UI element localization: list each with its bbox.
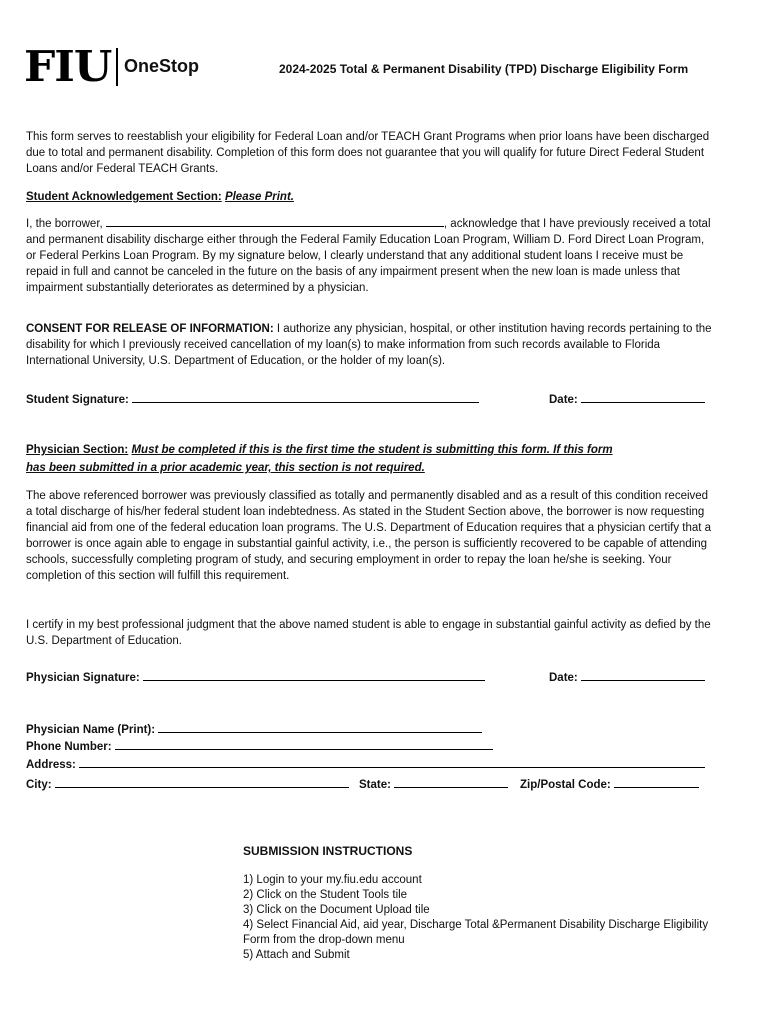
student-section-heading xyxy=(26,189,716,205)
physician-date-row xyxy=(549,669,705,684)
physician-heading-emphasis-1: Must be completed if this is the first time the student is submitting this form. If this form xyxy=(131,444,613,456)
address-row xyxy=(26,756,705,771)
submission-step: 1) Login to your my.fiu.edu account xyxy=(243,874,422,886)
physician-name-row xyxy=(26,721,482,736)
physician-signature-label: Physician Signature: xyxy=(26,672,140,684)
consent-text: I authorize any physician, hospital, or other institution having records pertaining to the disability for which I previously received cancellation of my loan(s) to make information from such records available to Florida International University, U.S. Department of Education, or the holder of my loan(s). xyxy=(26,323,712,367)
physician-heading-label: Physician Section: xyxy=(26,444,129,456)
fiu-logo: FIU xyxy=(24,42,112,91)
state-label: State: xyxy=(359,779,391,791)
phone-row xyxy=(26,738,493,753)
student-heading-emphasis: Please Print. xyxy=(224,191,294,203)
onestop-logo-text: OneStop xyxy=(124,56,199,76)
submission-steps xyxy=(243,873,733,963)
state-field[interactable] xyxy=(394,776,508,788)
student-date-row xyxy=(549,391,705,406)
physician-signature-row xyxy=(26,669,485,684)
submission-heading: SUBMISSION INSTRUCTIONS xyxy=(243,844,413,858)
address-field[interactable] xyxy=(79,756,705,768)
ack-prefix: I, the borrower, xyxy=(26,218,103,230)
student-signature-label: Student Signature: xyxy=(26,394,129,406)
address-label: Address: xyxy=(26,759,76,771)
logo-divider xyxy=(116,48,118,86)
submission-step: 3) Click on the Document Upload tile xyxy=(243,904,430,916)
student-signature-field[interactable] xyxy=(132,391,479,403)
submission-step: 4) Select Financial Aid, aid year, Discharge Total &Permanent Disability Discharge Eligibility Form from the drop-down menu xyxy=(243,919,709,946)
city-field[interactable] xyxy=(55,776,349,788)
phone-field[interactable] xyxy=(115,738,493,750)
form-title: 2024-2025 Total & Permanent Disability (TPD) Discharge Eligibility Form xyxy=(279,62,689,76)
submission-step: 2) Click on the Student Tools tile xyxy=(243,889,408,901)
student-signature-row xyxy=(26,391,479,406)
student-date-field[interactable] xyxy=(581,391,705,403)
physician-name-label: Physician Name (Print): xyxy=(26,724,156,736)
city-label: City: xyxy=(26,779,52,791)
ack-body: received a total and permanent disability discharge either through the Federal Family Education Loan Program, William D. Ford Direct Loan Program, or Federal Perkins Loan Program. By my signature below, I clearly understand that any additional student loans I receive must be repaid in full and cannot be canceled in the future on the basis of any impairment present when the new loan is made unless that impairment substantially deteriorates as determined by a physician. xyxy=(26,218,711,294)
state-row xyxy=(359,776,508,791)
zip-row xyxy=(520,776,699,791)
physician-date-field[interactable] xyxy=(581,669,705,681)
physician-signature-field[interactable] xyxy=(143,669,485,681)
physician-body-paragraph: The above referenced borrower was previously classified as totally and permanently disabled and as a result of this condition received a total discharge of his/her federal student loan indebtedness. As stated in the Student Section above, the borrower is now requesting financial aid from one of the federal education loan programs. The U.S. Department of Education requires that a physician certify that a borrower is once again able to engage in substantial gainful activity, i.e., the person is sufficiently recovered to be capable of attending schools, successfully completing program of study, and securing employment in order to repay the loan he/she is seeking. Your completion of this section will fulfill this requirement. xyxy=(26,490,712,582)
ack-suffix: , acknowledge that I have previously xyxy=(443,218,630,230)
physician-heading-emphasis-2: has been submitted in a prior academic year, this section is not required. xyxy=(26,462,425,474)
zip-label: Zip/Postal Code: xyxy=(520,779,611,791)
phone-label: Phone Number: xyxy=(26,741,112,753)
student-date-label: Date: xyxy=(549,394,578,406)
physician-date-label: Date: xyxy=(549,672,578,684)
physician-name-field[interactable] xyxy=(158,721,482,733)
physician-section-heading xyxy=(26,441,716,477)
intro-paragraph: This form serves to reestablish your eligibility for Federal Loan and/or TEACH Grant Programs when prior loans have been discharged due to total and permanent disability. Completion of this form does not guarantee that you will qualify for future Direct Federal Student Loans and/or Federal TEACH Grants. xyxy=(26,131,710,175)
consent-paragraph xyxy=(26,321,716,369)
student-heading-label: Student Acknowledgement Section: xyxy=(26,191,222,203)
acknowledgement-paragraph xyxy=(26,215,716,296)
consent-heading: CONSENT FOR RELEASE OF INFORMATION: xyxy=(26,323,274,335)
city-row xyxy=(26,776,349,791)
borrower-name-field[interactable] xyxy=(106,215,444,227)
submission-step: 5) Attach and Submit xyxy=(243,949,350,961)
zip-field[interactable] xyxy=(614,776,699,788)
certify-paragraph: I certify in my best professional judgment that the above named student is able to engage in substantial gainful activity as defied by the U.S. Department of Education. xyxy=(26,619,711,647)
